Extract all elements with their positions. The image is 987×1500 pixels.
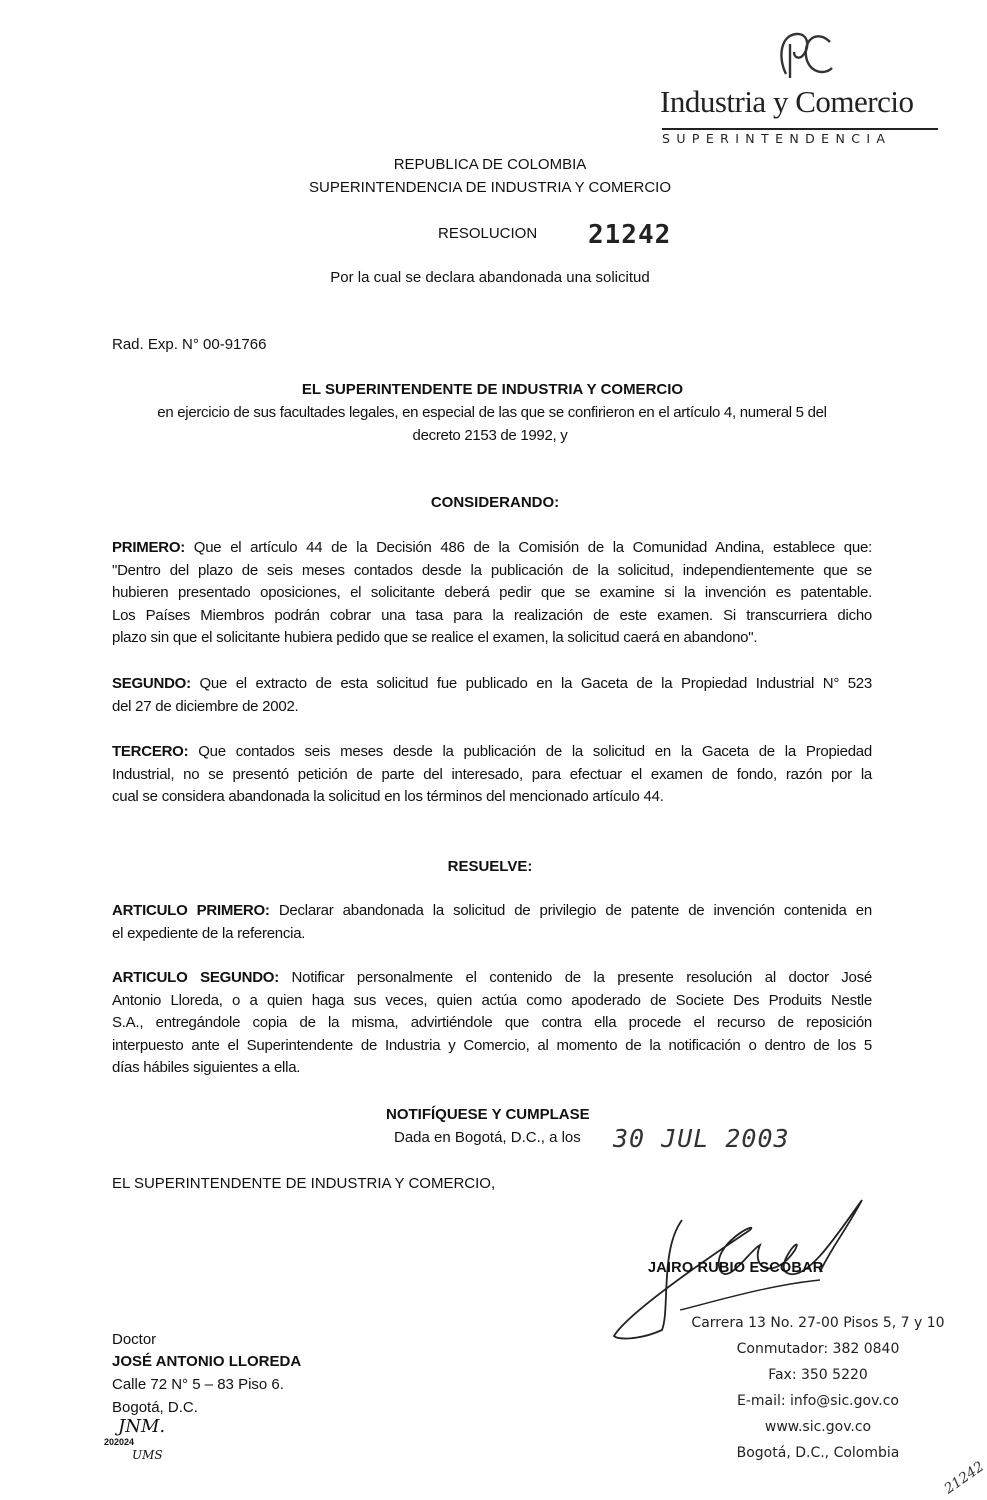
addressee-city: Bogotá, D.C.	[112, 1399, 198, 1416]
articulo-segundo-line: días hábiles siguientes a ella.	[112, 1059, 301, 1077]
header-agency: SUPERINTENDENCIA DE INDUSTRIA Y COMERCIO	[308, 179, 671, 196]
articulo-primero	[112, 900, 872, 945]
date-stamp: 30 JUL 2003	[613, 1124, 790, 1153]
header-country: REPUBLICA DE COLOMBIA	[393, 156, 587, 173]
considerando-heading: CONSIDERANDO:	[430, 494, 560, 511]
footer-phone: Conmutador: 382 0840	[736, 1341, 900, 1357]
primero-line: Que el artículo 44 de la Decisión 486 de la Comisión de la Comunidad Andina, establece que:	[193, 539, 872, 556]
articulo-primero-label: ARTICULO PRIMERO:	[112, 902, 270, 919]
segundo-line: Que el extracto de esta solicitud fue publicado en la Gaceta de la Propiedad Industrial N° 523	[199, 675, 872, 692]
articulo-segundo-label: ARTICULO SEGUNDO:	[112, 969, 279, 986]
addressee-name: JOSÉ ANTONIO LLOREDA	[112, 1353, 302, 1370]
authority-line-1: en ejercicio de sus facultades legales, en especial de las que se confirieron en el artículo 4, numeral 5 del	[157, 404, 827, 421]
footer-city: Bogotá, D.C., Colombia	[736, 1445, 900, 1461]
segundo-label: SEGUNDO:	[112, 675, 191, 692]
articulo-segundo-line: S.A., entregándole copia de la misma, advirtiéndole que contra ella procede el recurso de reposición	[112, 1014, 872, 1032]
primero-line: "Dentro del plazo de seis meses contados desde la publicación de la solicitud, independientemente que se	[112, 561, 872, 579]
primero-label: PRIMERO:	[112, 539, 185, 556]
tercero-label: TERCERO:	[112, 743, 189, 760]
resolution-subject: Por la cual se declara abandonada una solicitud	[330, 269, 650, 286]
articulo-segundo-line: Notificar personalmente el contenido de la presente resolución al doctor José	[291, 969, 872, 986]
footer-web: www.sic.gov.co	[764, 1419, 872, 1435]
footer-fax: Fax: 350 5220	[768, 1367, 868, 1383]
primero-line: Los Países Miembros podrán cobrar una tasa para la realización de este examen. Si transcurriera dicho	[112, 606, 872, 624]
considerando-primero	[112, 537, 872, 650]
addressee-address: Calle 72 N° 5 – 83 Piso 6.	[112, 1376, 284, 1393]
articulo-primero-line: Declarar abandonada la solicitud de privilegio de patente de invención contenida en	[278, 902, 872, 919]
segundo-line: del 27 de diciembre de 2002.	[112, 697, 299, 715]
authority-title: EL SUPERINTENDENTE DE INDUSTRIA Y COMERCIO	[301, 381, 684, 398]
radicado: Rad. Exp. N° 00-91766	[112, 336, 267, 353]
given-at-text: Dada en Bogotá, D.C., a los	[394, 1129, 581, 1146]
addressee-salutation: Doctor	[112, 1331, 157, 1348]
primero-line: hubieren presentado oposiciones, el solicitante deberá pedir que se examine si la invención es patentable.	[112, 584, 872, 602]
footer-address: Carrera 13 No. 27-00 Pisos 5, 7 y 10	[691, 1315, 945, 1331]
margin-handwritten-number: 21242	[941, 1458, 987, 1498]
articulo-segundo	[112, 967, 872, 1080]
resolution-label: RESOLUCION	[438, 225, 538, 242]
notify-heading: NOTIFÍQUESE Y CUMPLASE	[386, 1106, 590, 1123]
tercero-line: Industrial, no se presentó petición de parte del interesado, para efectuar el examen de fondo, razón por la	[112, 765, 872, 783]
handwritten-initials-2: UMS	[132, 1448, 163, 1462]
considerando-segundo	[112, 673, 872, 718]
handwritten-code: 202024	[104, 1437, 135, 1447]
resuelve-heading: RESUELVE:	[447, 858, 533, 875]
handwritten-initials: JNM.	[118, 1416, 166, 1437]
logo-subtitle: SUPERINTENDENCIA	[662, 131, 892, 146]
articulo-segundo-line: Antonio Lloreda, o a quien haga sus veces, quien actúa como apoderado de Societe Des Produits Nestle	[112, 991, 872, 1009]
logo-wordmark: Industria y Comercio	[660, 84, 914, 119]
signer-name: JAIRO RUBIO ESCOBAR	[648, 1260, 824, 1276]
tercero-line: Que contados seis meses desde la publicación de la solicitud en la Gaceta de la Propiedad	[198, 743, 872, 760]
authority-line-2: decreto 2153 de 1992, y	[412, 427, 568, 444]
signer-title: EL SUPERINTENDENTE DE INDUSTRIA Y COMERCIO,	[112, 1175, 496, 1192]
footer-email: E-mail: info@sic.gov.co	[736, 1393, 899, 1409]
articulo-primero-line: el expediente de la referencia.	[112, 924, 306, 942]
tercero-line: cual se considera abandonada la solicitud en los términos del mencionado artículo 44.	[112, 788, 664, 806]
sic-logo-icon	[772, 28, 836, 88]
primero-line: plazo sin que el solicitante hubiera pedido que se realice el examen, la solicitud caerá en abandono".	[112, 629, 758, 647]
articulo-segundo-line: interpuesto ante el Superintendente de Industria y Comercio, al momento de la notificación o dentro de los 5	[112, 1036, 872, 1054]
logo-divider	[662, 128, 938, 130]
considerando-tercero	[112, 741, 872, 809]
resolution-number: 21242	[588, 220, 672, 250]
